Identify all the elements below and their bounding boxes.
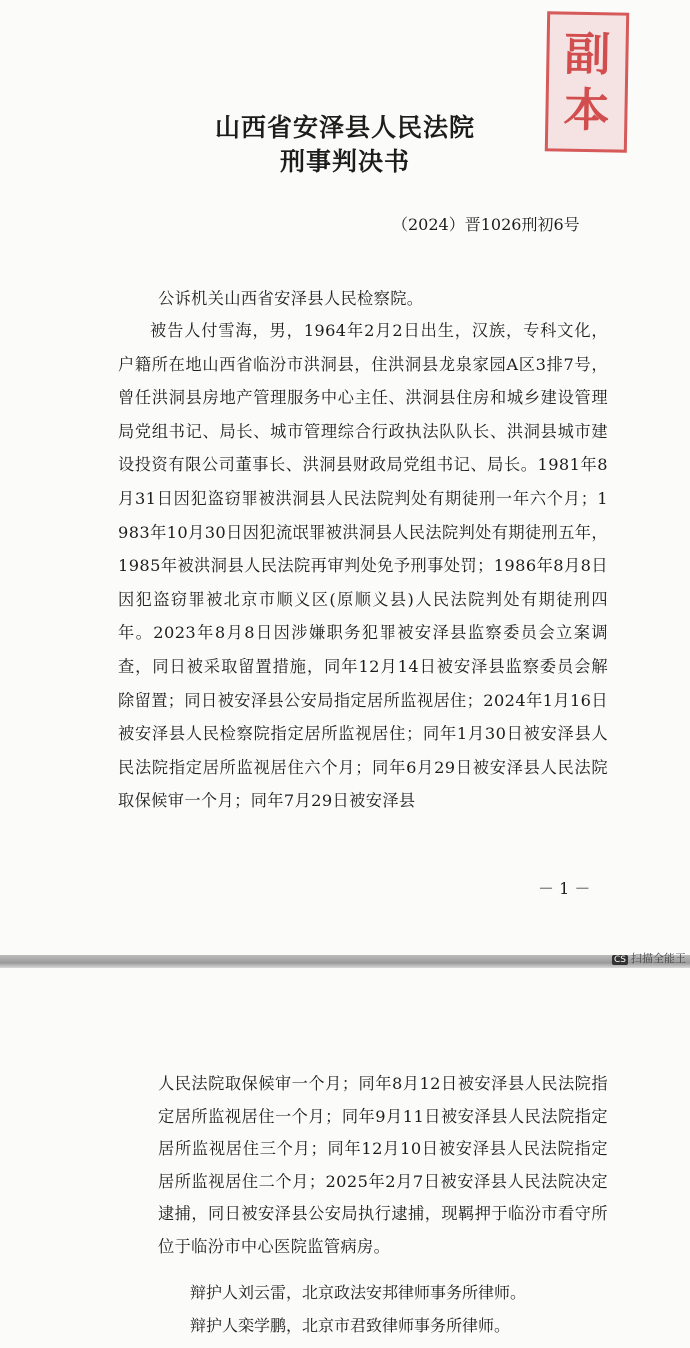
case-number: （2024）晋1026刑初6号 [392, 215, 580, 234]
scanner-label: 扫描全能王 [631, 952, 686, 965]
stamp-char-2: 本 [563, 82, 610, 138]
defender-1: 辩护人刘云雷，北京政法安邦律师事务所律师。 [190, 1283, 527, 1302]
defender-2: 辩护人栾学鹏，北京市君致律师事务所律师。 [190, 1316, 511, 1335]
defendant-paragraph-part1: 被告人付雪海，男，1964年2月2日出生，汉族，专科文化，户籍所在地山西省临汾市洪洞县，住洪洞县龙泉家园A区3排7号，曾任洪洞县房地产管理服务中心主任、洪洞县住房和城乡建设管理局党组书记、局长、城市管理综合行政执法队队长、洪洞县城市建设投资有限公司董事长、洪洞县财政局党组书记、局长。1981年8月31日因犯盗窃罪被洪洞县人民法院判处有期徒刑一年六个月；1983年10月30日因犯流氓罪被洪洞县人民法院判处有期徒刑五年，1985年被洪洞县人民法院再审判处免予刑事处罚；1986年8月8日因犯盗窃罪被北京市顺义区(原顺义县)人民法院判处有期徒刑四年。2023年8月8日因涉嫌职务犯罪被安泽县监察委员会立案调查，同日被采取留置措施，同年12月14日被安泽县监察委员会解除留置；同日被安泽县公安局指定居所监视居住；2024年1月16日被安泽县人民检察院指定居所监视居住；同年1月30日被安泽县人民法院指定居所监视居住六个月；同年6月29日被安泽县人民法院取保候审一个月；同年7月29日被安泽县 [118, 321, 608, 811]
document-type-title: 刑事判决书 [279, 147, 410, 176]
scanner-logo-icon: CS [614, 955, 626, 965]
prosecutor-paragraph: 公诉机关山西省安泽县人民检察院。 [158, 289, 424, 308]
defendant-paragraph-part2: 人民法院取保候审一个月；同年8月12日被安泽县人民法院指定居所监视居住一个月；同年9月11日被安泽县人民法院指定居所监视居住三个月；同年12月10日被安泽县人民法院指定居所监视居住二个月；2025年2月7日被安泽县人民法院决定逮捕，同日被安泽县公安局执行逮捕，现羁押于临汾市看守所位于临汾市中心医院监管病房。 [158, 1074, 608, 1256]
page-separator [0, 955, 690, 968]
court-title: 山西省安泽县人民法院 [214, 113, 475, 142]
stamp-char-1: 副 [564, 26, 611, 82]
scanner-watermark [612, 950, 686, 966]
page-number: － 1 － [538, 879, 591, 898]
